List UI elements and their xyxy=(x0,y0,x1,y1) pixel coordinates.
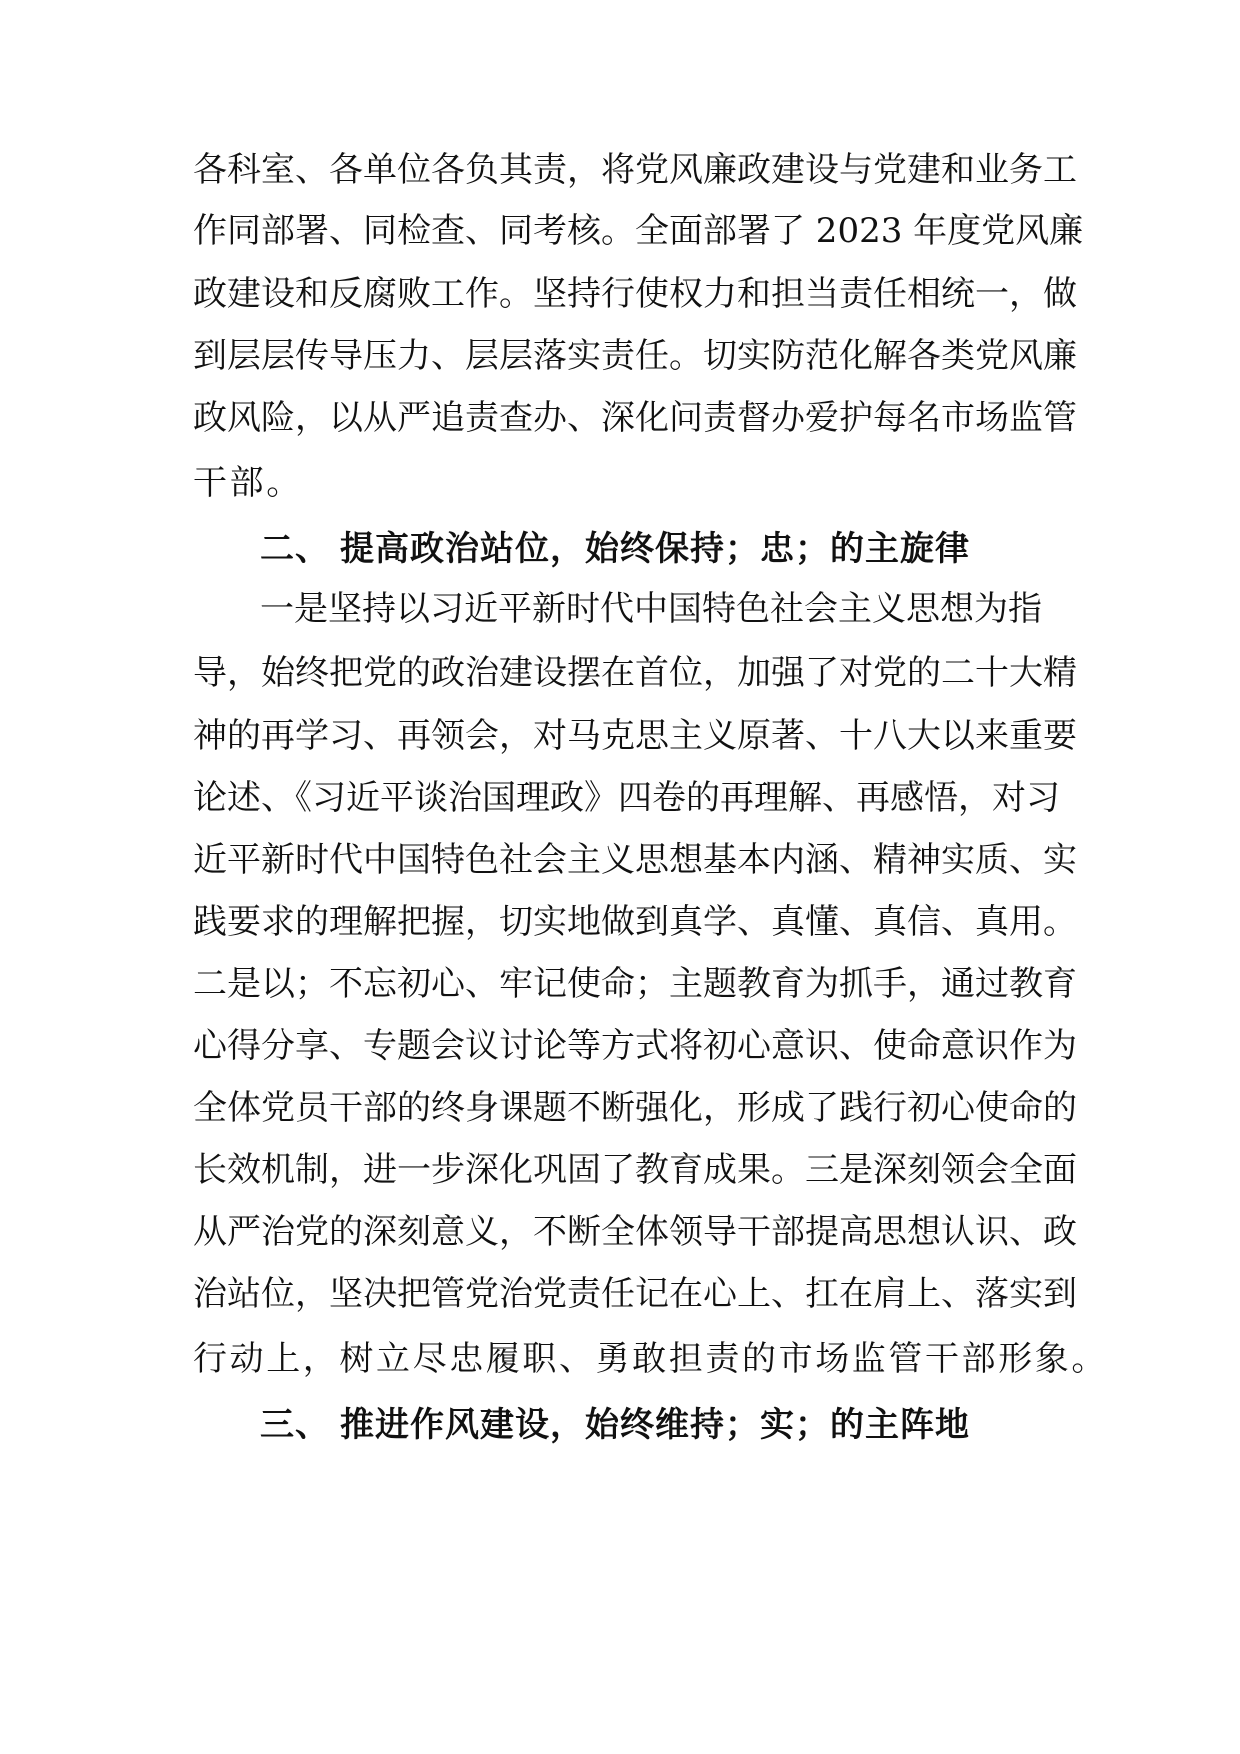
section-heading xyxy=(260,524,970,574)
heading-number: 三、 xyxy=(260,1405,330,1445)
text-line: 从严治党的深刻意义，不断全体领导干部提高思想认识、政 xyxy=(193,1212,1077,1252)
text-line: 各科室、各单位各负其责，将党风廉政建设与党建和业务工 xyxy=(193,150,1077,190)
section-heading xyxy=(260,1400,970,1450)
text-line: 长效机制，进一步深化巩固了教育成果。三是深刻领会全面 xyxy=(193,1150,1077,1190)
heading-text: 提高政治站位，始终保持；忠；的主旋律 xyxy=(340,529,970,569)
heading-number: 二、 xyxy=(260,529,330,569)
text-line: 到层层传导压力、层层落实责任。切实防范化解各类党风廉 xyxy=(193,336,1077,376)
text-line: 干部。 xyxy=(193,463,303,503)
text-line: 作同部署、同检查、同考核。全面部署了 2023 年度党风廉 xyxy=(193,211,1084,251)
text-line: 行动上，树立尽忠履职、勇敢担责的市场监管干部形象。 xyxy=(193,1339,1108,1379)
text-line: 导，始终把党的政治建设摆在首位，加强了对党的二十大精 xyxy=(193,653,1077,693)
text-line: 政建设和反腐败工作。坚持行使权力和担当责任相统一，做 xyxy=(193,274,1077,314)
text-line: 践要求的理解把握，切实地做到真学、真懂、真信、真用。 xyxy=(193,902,1077,942)
text-line: 近平新时代中国特色社会主义思想基本内涵、精神实质、实 xyxy=(193,840,1077,880)
text-line: 心得分享、专题会议讨论等方式将初心意识、使命意识作为 xyxy=(193,1026,1077,1066)
text-line: 二是以；不忘初心、牢记使命；主题教育为抓手，通过教育 xyxy=(193,964,1077,1004)
text-line: 论述、《习近平谈治国理政》四卷的再理解、再感悟，对习 xyxy=(193,778,1060,818)
text-line: 治站位，坚决把管党治党责任记在心上、扛在肩上、落实到 xyxy=(193,1274,1077,1314)
heading-text: 推进作风建设，始终维持；实；的主阵地 xyxy=(340,1405,970,1445)
text-line: 神的再学习、再领会，对马克思主义原著、十八大以来重要 xyxy=(193,716,1077,756)
text-line: 政风险，以从严追责查办、深化问责督办爱护每名市场监管 xyxy=(193,398,1077,438)
text-line: 一是坚持以习近平新时代中国特色社会主义思想为指 xyxy=(260,589,1042,629)
text-line: 全体党员干部的终身课题不断强化，形成了践行初心使命的 xyxy=(193,1088,1077,1128)
